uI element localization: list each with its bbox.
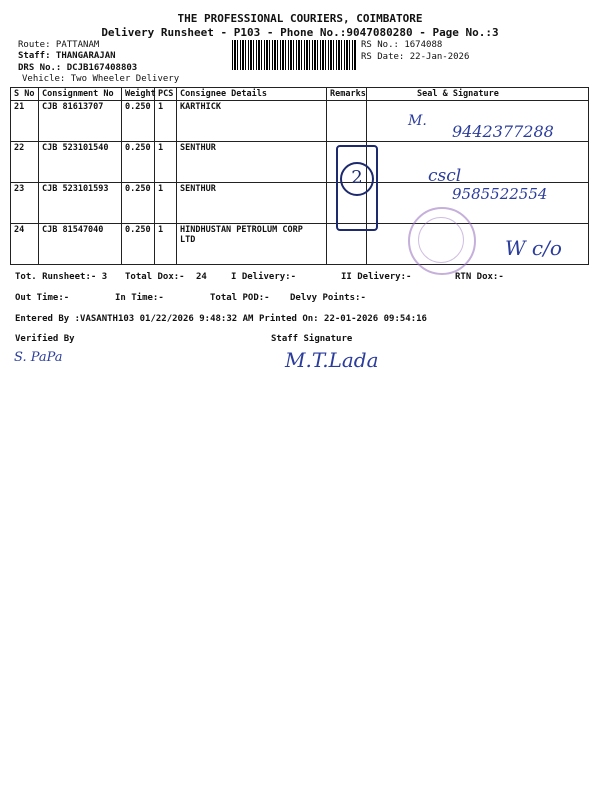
- cell-sno: 24: [11, 224, 39, 265]
- cell-weight: 0.250: [122, 224, 155, 265]
- cell-weight: 0.250: [122, 142, 155, 183]
- total-pod: Total POD:-: [210, 293, 270, 303]
- barcode: [232, 40, 356, 70]
- verified-by-label: Verified By: [15, 334, 75, 344]
- drs-number: DRS No.: DCJB167408803: [18, 63, 138, 73]
- col-header-consignee: Consignee Details: [177, 88, 327, 101]
- entered-by: Entered By :VASANTH103 01/22/2026 9:48:32 AM: [15, 314, 254, 324]
- cell-pcs: 1: [155, 183, 177, 224]
- table-row: [11, 224, 589, 265]
- cell-consignment: CJB 81547040: [39, 224, 122, 265]
- col-header-sno: S No: [11, 88, 39, 101]
- row22-signature: cscl: [428, 166, 462, 186]
- out-time: Out Time:-: [15, 293, 70, 303]
- cell-pcs: 1: [155, 224, 177, 265]
- in-time: In Time:-: [115, 293, 164, 303]
- row22-phone: 9585522554: [452, 185, 548, 203]
- vehicle: Vehicle: Two Wheeler Delivery: [22, 74, 180, 84]
- printed-on: Printed On: 22-01-2026 09:54:16: [259, 314, 427, 324]
- remark-number-mark: 2: [340, 162, 374, 196]
- staff: Staff: THANGARAJAN: [18, 51, 116, 61]
- cell-consignment: CJB 523101540: [39, 142, 122, 183]
- seal-stamp: [408, 207, 476, 275]
- total-dox-value: 24: [196, 272, 207, 282]
- row21-phone: 9442377288: [452, 122, 554, 141]
- col-header-consignment: Consignment No: [39, 88, 122, 101]
- verifier-signature: S. PaPa: [14, 350, 63, 365]
- route: Route: PATTANAM: [18, 40, 100, 50]
- cell-weight: 0.250: [122, 101, 155, 142]
- col-header-remarks: Remarks: [327, 88, 367, 101]
- table-row: [11, 142, 589, 183]
- cell-sno: 22: [11, 142, 39, 183]
- tot-runsheet: Tot. Runsheet:- 3: [15, 272, 108, 282]
- delvy-points: Delvy Points:-: [290, 293, 366, 303]
- cell-consignee: SENTHUR: [177, 183, 327, 224]
- col-header-seal: Seal & Signature: [367, 88, 589, 101]
- col-header-weight: Weight: [122, 88, 155, 101]
- cell-consignee: KARTHICK: [177, 101, 327, 142]
- staff-signature-label: Staff Signature: [271, 334, 353, 344]
- company-name: THE PROFESSIONAL COURIERS, COIMBATORE: [177, 12, 423, 25]
- row24-signature: W c/o: [505, 236, 562, 260]
- runsheet-title: Delivery Runsheet - P103 - Phone No.:9047080280 - Page No.:3: [101, 26, 499, 39]
- row21-signature: M.: [408, 113, 427, 129]
- rs-number: RS No.: 1674088: [361, 40, 443, 50]
- cell-consignee: SENTHUR: [177, 142, 327, 183]
- runsheet-table: [10, 87, 589, 265]
- cell-consignment: CJB 523101593: [39, 183, 122, 224]
- cell-sno: 23: [11, 183, 39, 224]
- cell-pcs: 1: [155, 101, 177, 142]
- ii-delivery: II Delivery:-: [341, 272, 412, 282]
- rs-date: RS Date: 22-Jan-2026: [361, 52, 470, 62]
- rtn-dox: RTN Dox:-: [455, 272, 504, 282]
- cell-remarks: [327, 101, 367, 142]
- cell-weight: 0.250: [122, 183, 155, 224]
- cell-consignment: CJB 81613707: [39, 101, 122, 142]
- table-header-row: [11, 88, 589, 101]
- cell-seal: [367, 142, 589, 183]
- cell-consignee: HINDHUSTAN PETROLUM CORP LTD: [177, 224, 327, 265]
- i-delivery: I Delivery:-: [231, 272, 297, 282]
- total-dox-label: Total Dox:-: [125, 272, 185, 282]
- cell-pcs: 1: [155, 142, 177, 183]
- col-header-pcs: PCS: [155, 88, 177, 101]
- staff-signature: M.T.Lada: [285, 348, 379, 372]
- cell-sno: 21: [11, 101, 39, 142]
